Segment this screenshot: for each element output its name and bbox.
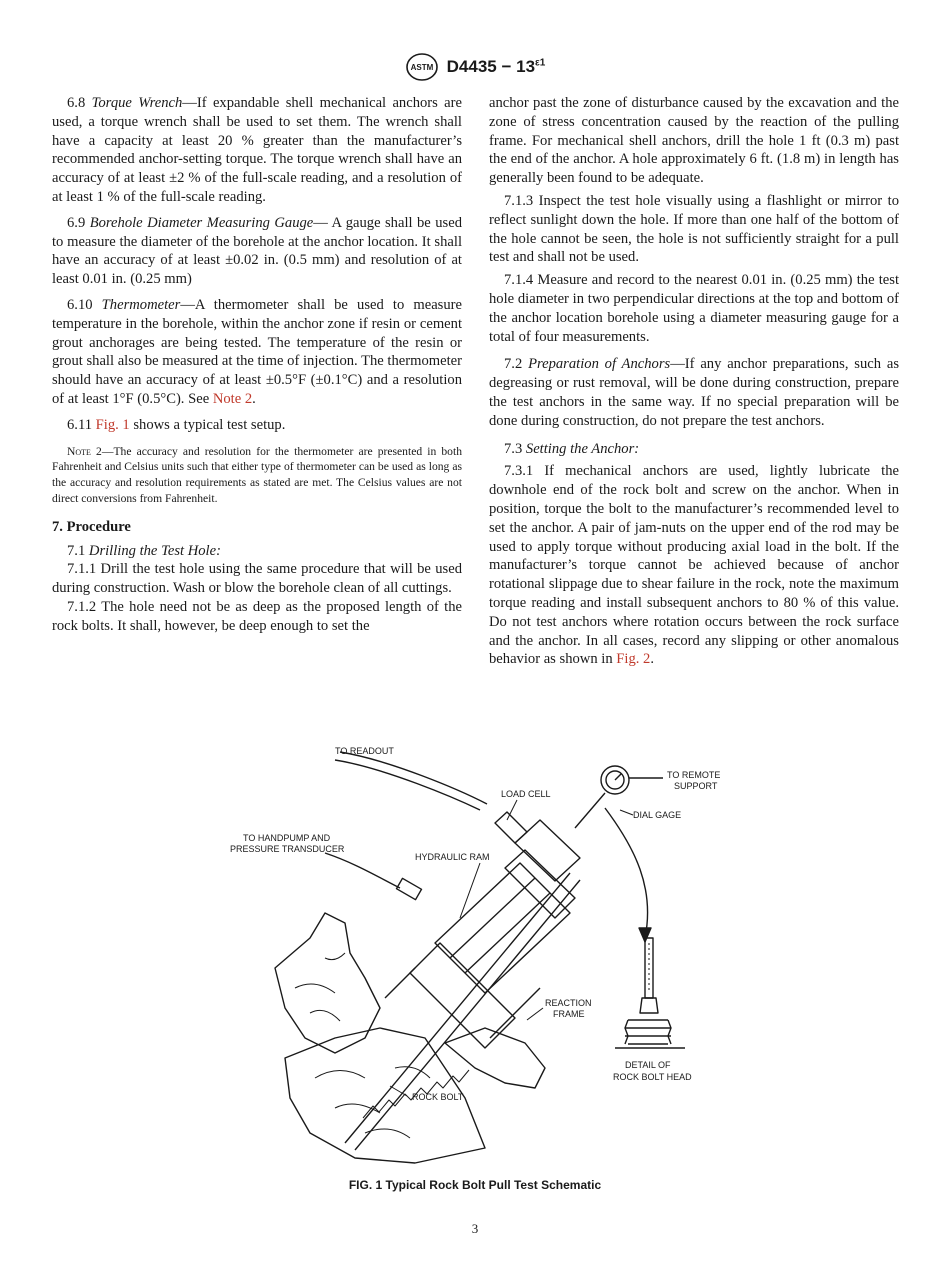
paragraph-7-1-3: 7.1.3 Inspect the test hole visually using a flashlight or mirror to reflect sunlight down the hole. If more than one half of the bottom of the hole cannot be seen, the hole is not sufficiently straight for a pull test and shall not be used.: [489, 192, 899, 266]
reaction-frame: [385, 943, 540, 1048]
label-hydraulic-ram: HYDRAULIC RAM: [415, 852, 490, 862]
paragraph-7-3: 7.3 Setting the Anchor:: [504, 440, 640, 457]
readout-cable: [335, 760, 480, 810]
paragraph-7-3-1: 7.3.1 If mechanical anchors are used, lightly lubricate the downhole end of the rock bolt and screw on the anchor. When in position, torque the bolt to the manufacturer’s recommended level to set the anchor. A pair of jam-nuts on the upper end of the rod may be used to apply torque without producing axial load in the bolt. If the manufacturer’s torque cannot be achieved because of anchor rotational slippage due to shear failure in the rock, note the maximum torque reading and install subsequent anchors to 80 % of this value. Do not test anchors where rotation occurs between the rock surface and the anchor. In all cases, record any slipping or other anomalous behavior as shown in Fig. 2.: [489, 463, 899, 668]
label-load-cell: LOAD CELL: [501, 789, 551, 799]
rock-mass-right: [445, 1028, 545, 1088]
page-header: [0, 52, 950, 84]
detail-arrow: [605, 808, 648, 938]
paragraph-6-10: 6.10 Thermometer—A thermometer shall be used to measure temperature in the borehole, within the anchor zone if resin or cement grout anchorages are being tested. The temperature of the resin or grout shall also be measured at the time of injection. The thermometer should have an accuracy of at least ±0.5°F (±0.1°C) and a resolution of at least 1°F (0.5°C). See Note 2.: [52, 296, 462, 407]
svg-text:ASTM: ASTM: [410, 63, 433, 72]
paragraph-6-8: 6.8 Torque Wrench—If expandable shell mechanical anchors are used, a torque wrench shall be used to set them. The wrench shall have a capacity at least 20 % greater than the manufacturer’s recommended anchor-setting torque. The torque wrench shall have an accuracy of at least ±2 % of the full-scale reading, and a resolution of at least 1 % of the full-scale reading.: [52, 95, 462, 205]
paragraph-7-1-2: 7.1.2 The hole need not be as deep as the proposed length of the rock bolts. It shall, however, be deep enough to set the: [52, 598, 462, 634]
label-to-handpump-2: PRESSURE TRANSDUCER: [230, 844, 345, 854]
rock-bolt-head-detail: [615, 938, 685, 1048]
note-2: Note 2—The accuracy and resolution for the thermometer are presented in both Fahrenheit and Celsius units such that either type of thermometer can be used as long as the accuracy and resolution requirements as stated are met. The Celsius values are not direct conversions from Fahrenheit.: [52, 444, 462, 505]
rock-bolt-rod: [345, 873, 580, 1150]
label-reaction-frame-1: REACTION: [545, 998, 592, 1008]
paragraph-7-2: 7.2 Preparation of Anchors—If any anchor preparations, such as degreasing or rust removal, will be done during construction, prepare the test anchors in the same way. If no special preparation will be done during construction, do not prepare the test anchors.: [489, 356, 899, 429]
document-designation: $D4435 - 13^{\varepsilon 1}$: [446, 57, 546, 76]
label-to-handpump-1: TO HANDPUMP AND: [243, 833, 331, 843]
paragraph-7-1-4: 7.1.4 Measure and record to the nearest 0.01 in. (0.25 mm) the test hole diameter in two perpendicular directions at the top and bottom of the anchor location borehole using a diameter measuring gauge for a total of four measurements.: [489, 272, 899, 345]
left-column: [52, 94, 462, 636]
paragraph-7-1-2-continued: anchor past the zone of disturbance caused by the excavation and the zone of stress concentration caused by the reaction of the pulling frame. For mechanical shell anchors, drill the hole 1 ft (0.3 m) past the end of the anchor. A hole approximately 6 ft. (1.8 m) in length has generally been found to be adequate.: [489, 95, 899, 187]
label-to-remote-support-1: TO REMOTE: [667, 770, 721, 780]
label-detail-2: ROCK BOLT HEAD: [613, 1072, 692, 1082]
label-rock-bolt: ROCK BOLT: [412, 1092, 464, 1102]
fig-2-link[interactable]: Fig. 2: [616, 651, 651, 668]
right-column: [489, 94, 899, 669]
label-to-readout: TO READOUT: [335, 746, 394, 756]
paragraph-6-9: 6.9 Borehole Diameter Measuring Gauge— A gauge shall be used to measure the diameter of the borehole at the anchor location. It shall have an accuracy of at least ±0.02 in. (0.5 mm) and resolution of at least 0.01 in. (0.25 mm): [52, 214, 462, 288]
label-reaction-frame-2: FRAME: [553, 1009, 585, 1019]
paragraph-7-1: 7.1 Drilling the Test Hole:: [67, 542, 221, 559]
label-dial-gage: DIAL GAGE: [633, 810, 682, 820]
astm-logo-icon: [405, 52, 439, 82]
section-heading-procedure: 7. Procedure: [52, 518, 131, 535]
paragraph-7-1-1: 7.1.1 Drill the test hole using the same procedure that will be used during construction. Wash or blow the borehole clean of all cuttings.: [52, 561, 462, 597]
page-number: 3: [471, 1221, 479, 1236]
hydraulic-ram: [435, 850, 575, 993]
label-to-remote-support-2: SUPPORT: [674, 781, 718, 791]
figure-caption: FIG. 1 Typical Rock Bolt Pull Test Schematic: [348, 1178, 602, 1192]
fig-1-link[interactable]: Fig. 1: [95, 416, 130, 433]
rock-bolt-pull-test-schematic: [215, 738, 735, 1178]
paragraph-6-11: 6.11 Fig. 1 shows a typical test setup.: [67, 416, 286, 433]
label-detail-1: DETAIL OF: [625, 1060, 671, 1070]
handpump-hose: [325, 853, 400, 888]
note-2-link[interactable]: Note 2: [212, 390, 253, 407]
